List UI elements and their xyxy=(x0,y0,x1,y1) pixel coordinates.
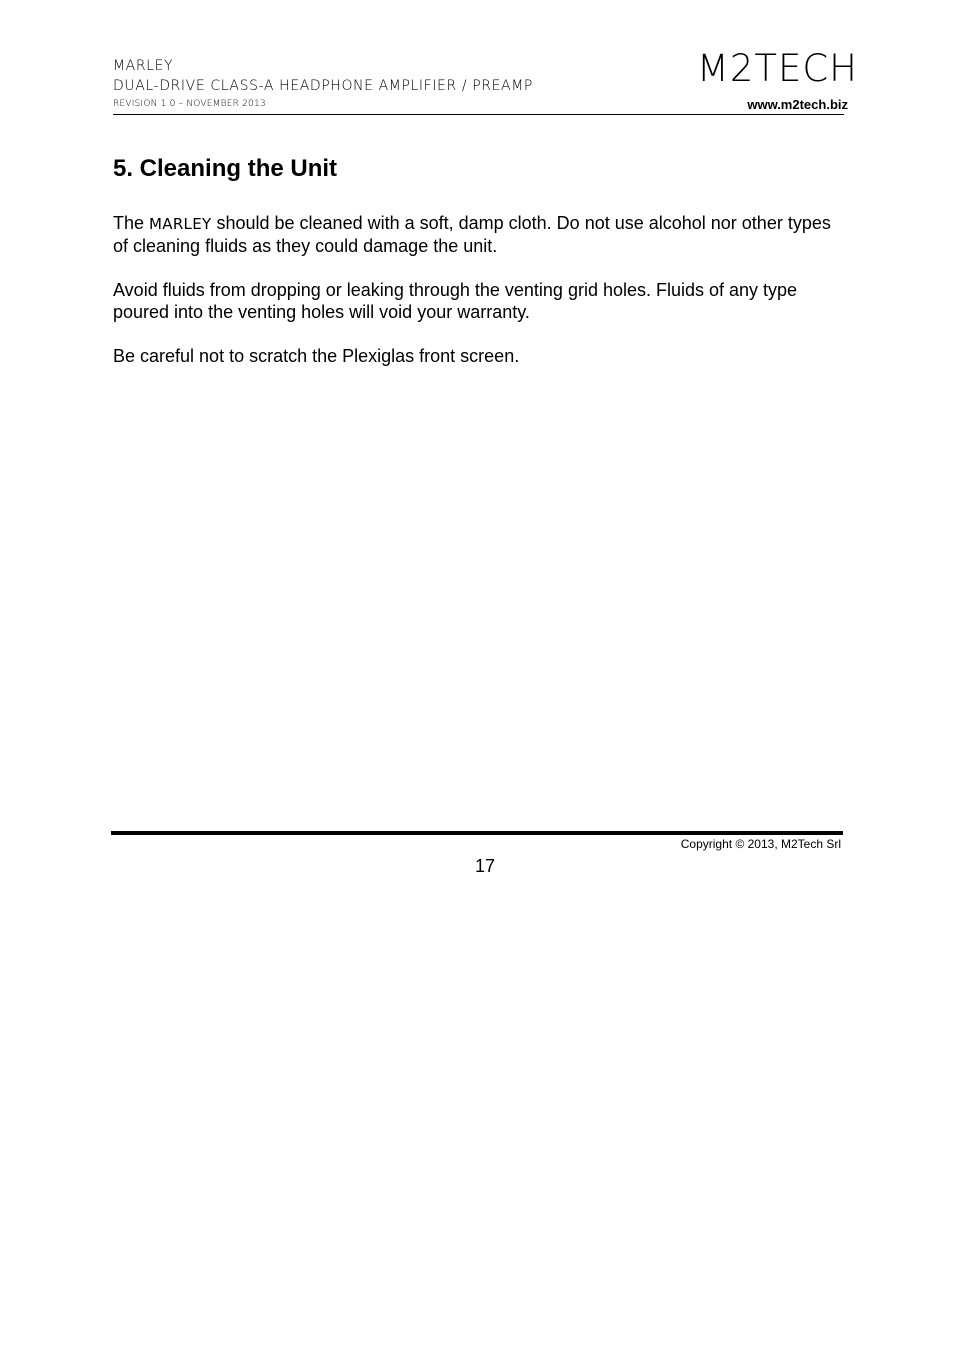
header-product-name: MARLEY xyxy=(113,58,174,74)
paragraph-text: The xyxy=(113,213,150,233)
copyright-notice: Copyright © 2013, M2Tech Srl xyxy=(680,837,841,851)
page-header xyxy=(113,47,858,115)
footer-divider xyxy=(111,831,843,835)
paragraph-fluids-warning: Avoid fluids from dropping or leaking through the venting grid holes. Fluids of any type poured into the venting holes will void your warranty. xyxy=(113,280,798,322)
header-revision: REVISION 1.0 – NOVEMBER 2013 xyxy=(113,99,266,109)
inline-brand-name: MARLEY xyxy=(149,215,212,233)
header-product-subtitle: DUAL-DRIVE CLASS-A HEADPHONE AMPLIFIER / PREAMP xyxy=(113,78,533,94)
section-title: 5. Cleaning the Unit xyxy=(113,155,338,182)
paragraph-screen-care: Be careful not to scratch the Plexiglas front screen. xyxy=(113,346,520,366)
page-number: 17 xyxy=(474,856,496,876)
paragraph-cleaning xyxy=(113,212,843,257)
paragraph-text: should be cleaned with a soft, damp cloth. Do not use alcohol nor other types of cleaning fluids as they could damage the unit. xyxy=(113,213,831,256)
company-logo: M2TECH xyxy=(696,47,858,90)
website-link[interactable]: www.m2tech.biz xyxy=(747,97,848,112)
